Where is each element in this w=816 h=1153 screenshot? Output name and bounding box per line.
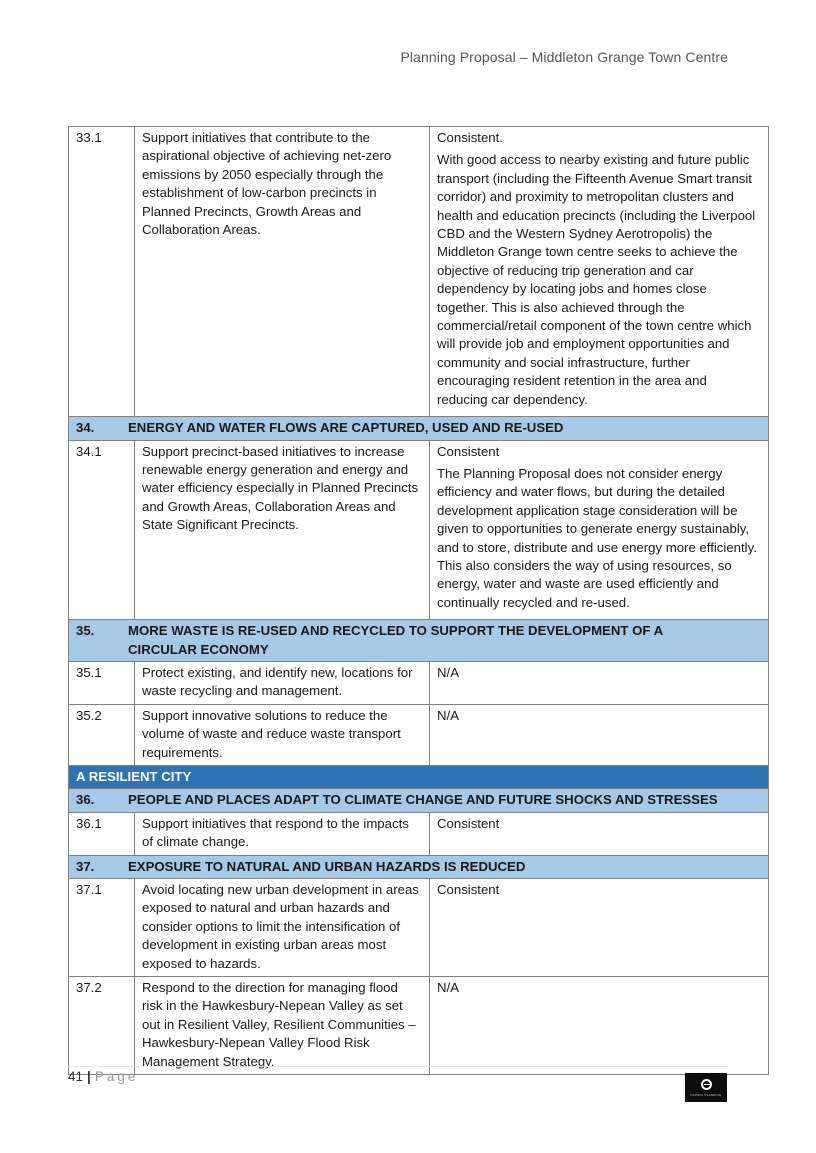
action-text: Support precinct-based initiatives to increase renewable energy generation and energy and water efficiency especially in Planned Precincts and Growth Areas, Collaboration Areas and State Significant Precincts. xyxy=(135,440,430,620)
table-body xyxy=(69,127,769,1075)
table-row xyxy=(69,879,769,977)
logo-mark-icon xyxy=(701,1079,712,1090)
response-paragraph: With good access to nearby existing and future public transport (including the Fifteenth Avenue Smart transit corridor) and proximity to metropolitan clusters and health and education precincts (including the Liverpool CBD and the Western Sydney Aerotropolis) the Middleton Grange town centre seeks to achieve the objective of reducing trip generation and car dependency by locating jobs and homes close together. This is also achieved through the commercial/retail component of the town centre which will provide job and employment opportunities and community and social infrastructure, further encouraging resident retention in the area and reducing car dependency. xyxy=(437,152,756,407)
action-text: Support initiatives that respond to the impacts of climate change. xyxy=(135,812,430,855)
table-row xyxy=(69,440,769,620)
response-cell xyxy=(430,440,769,620)
section-title: EXPOSURE TO NATURAL AND URBAN HAZARDS IS REDUCED xyxy=(128,858,526,874)
action-id: 37.1 xyxy=(69,879,135,977)
action-id: 35.1 xyxy=(69,661,135,704)
document-header-title: Planning Proposal – Middleton Grange Town Centre xyxy=(400,49,728,65)
response-cell xyxy=(430,704,769,765)
page-number-separator: | xyxy=(87,1069,91,1084)
page-number xyxy=(68,1069,138,1084)
action-text: Protect existing, and identify new, locations for waste recycling and management. xyxy=(135,661,430,704)
response-paragraph: N/A xyxy=(437,707,459,723)
action-id: 33.1 xyxy=(69,127,135,417)
company-logo xyxy=(685,1073,727,1102)
action-text: Respond to the direction for managing flood risk in the Hawkesbury-Nepean Valley as set out in Resilient Valley, Resilient Communities – Hawkesbury-Nepean Valley Flood Risk Management Strategy. xyxy=(135,977,430,1075)
section-title: ENERGY AND WATER FLOWS ARE CAPTURED, USED AND RE-USED xyxy=(128,420,564,436)
action-text: Support initiatives that contribute to the aspirational objective of achieving net-zero emissions by 2050 especially through the establishment of low-carbon precincts in Planned Precincts, Growth Areas and Collaboration Areas. xyxy=(135,127,430,417)
section-number: 36. xyxy=(76,792,95,808)
page-number-value: 41 xyxy=(68,1069,84,1084)
section-header-row xyxy=(69,620,769,662)
response-paragraph: Consistent. xyxy=(437,130,503,145)
response-cell xyxy=(430,127,769,417)
section-header-cell xyxy=(69,855,769,878)
logo-text: PACIFIC PLANNING xyxy=(690,1092,722,1097)
section-header-cell xyxy=(69,789,769,812)
section-number: 35. xyxy=(76,623,95,639)
section-header-cell xyxy=(69,620,769,662)
section-title: PEOPLE AND PLACES ADAPT TO CLIMATE CHANGE AND FUTURE SHOCKS AND STRESSES xyxy=(128,792,718,808)
section-header-row xyxy=(69,855,769,878)
response-cell xyxy=(430,661,769,704)
response-cell xyxy=(430,812,769,855)
action-text: Avoid locating new urban development in areas exposed to natural and urban hazards and consider options to limit the intensification of development in existing urban areas most exposed to hazards. xyxy=(135,879,430,977)
action-text: Support innovative solutions to reduce the volume of waste and reduce waste transport requirements. xyxy=(135,704,430,765)
section-header-cell xyxy=(69,417,769,440)
action-id: 37.2 xyxy=(69,977,135,1075)
action-id: 35.2 xyxy=(69,704,135,765)
page-label: Page xyxy=(94,1069,139,1084)
section-number: 37. xyxy=(76,858,95,874)
response-paragraph: Consistent xyxy=(437,882,500,898)
response-paragraph: N/A xyxy=(437,664,459,680)
table-row xyxy=(69,812,769,855)
response-cell xyxy=(430,879,769,977)
response-paragraph: Consistent xyxy=(437,443,500,459)
response-paragraph: The Planning Proposal does not consider energy efficiency and water flows, but during the detailed development application stage consideration will be given to opportunities to generate energy sustainably, and to store, distribute and use energy more efficiently. This also considers the way of using resources, so energy, water and waste are used efficiently and continually recycled and re-used. xyxy=(437,465,757,610)
theme-band-title: A RESILIENT CITY xyxy=(69,766,769,789)
table-row xyxy=(69,977,769,1075)
section-number: 34. xyxy=(76,420,95,436)
table-row xyxy=(69,704,769,765)
consistency-table xyxy=(68,126,769,1075)
section-header-row xyxy=(69,417,769,440)
footer-divider xyxy=(68,1066,728,1067)
response-paragraph: Consistent xyxy=(437,815,500,831)
table-row xyxy=(69,127,769,417)
section-header-row xyxy=(69,789,769,812)
theme-band-row xyxy=(69,766,769,789)
action-id: 34.1 xyxy=(69,440,135,620)
section-title: MORE WASTE IS RE-USED AND RECYCLED TO SUPPORT THE DEVELOPMENT OF A CIRCULAR ECONOMY xyxy=(128,623,663,657)
response-cell xyxy=(430,977,769,1075)
table-row xyxy=(69,661,769,704)
response-paragraph: N/A xyxy=(437,980,459,996)
action-id: 36.1 xyxy=(69,812,135,855)
